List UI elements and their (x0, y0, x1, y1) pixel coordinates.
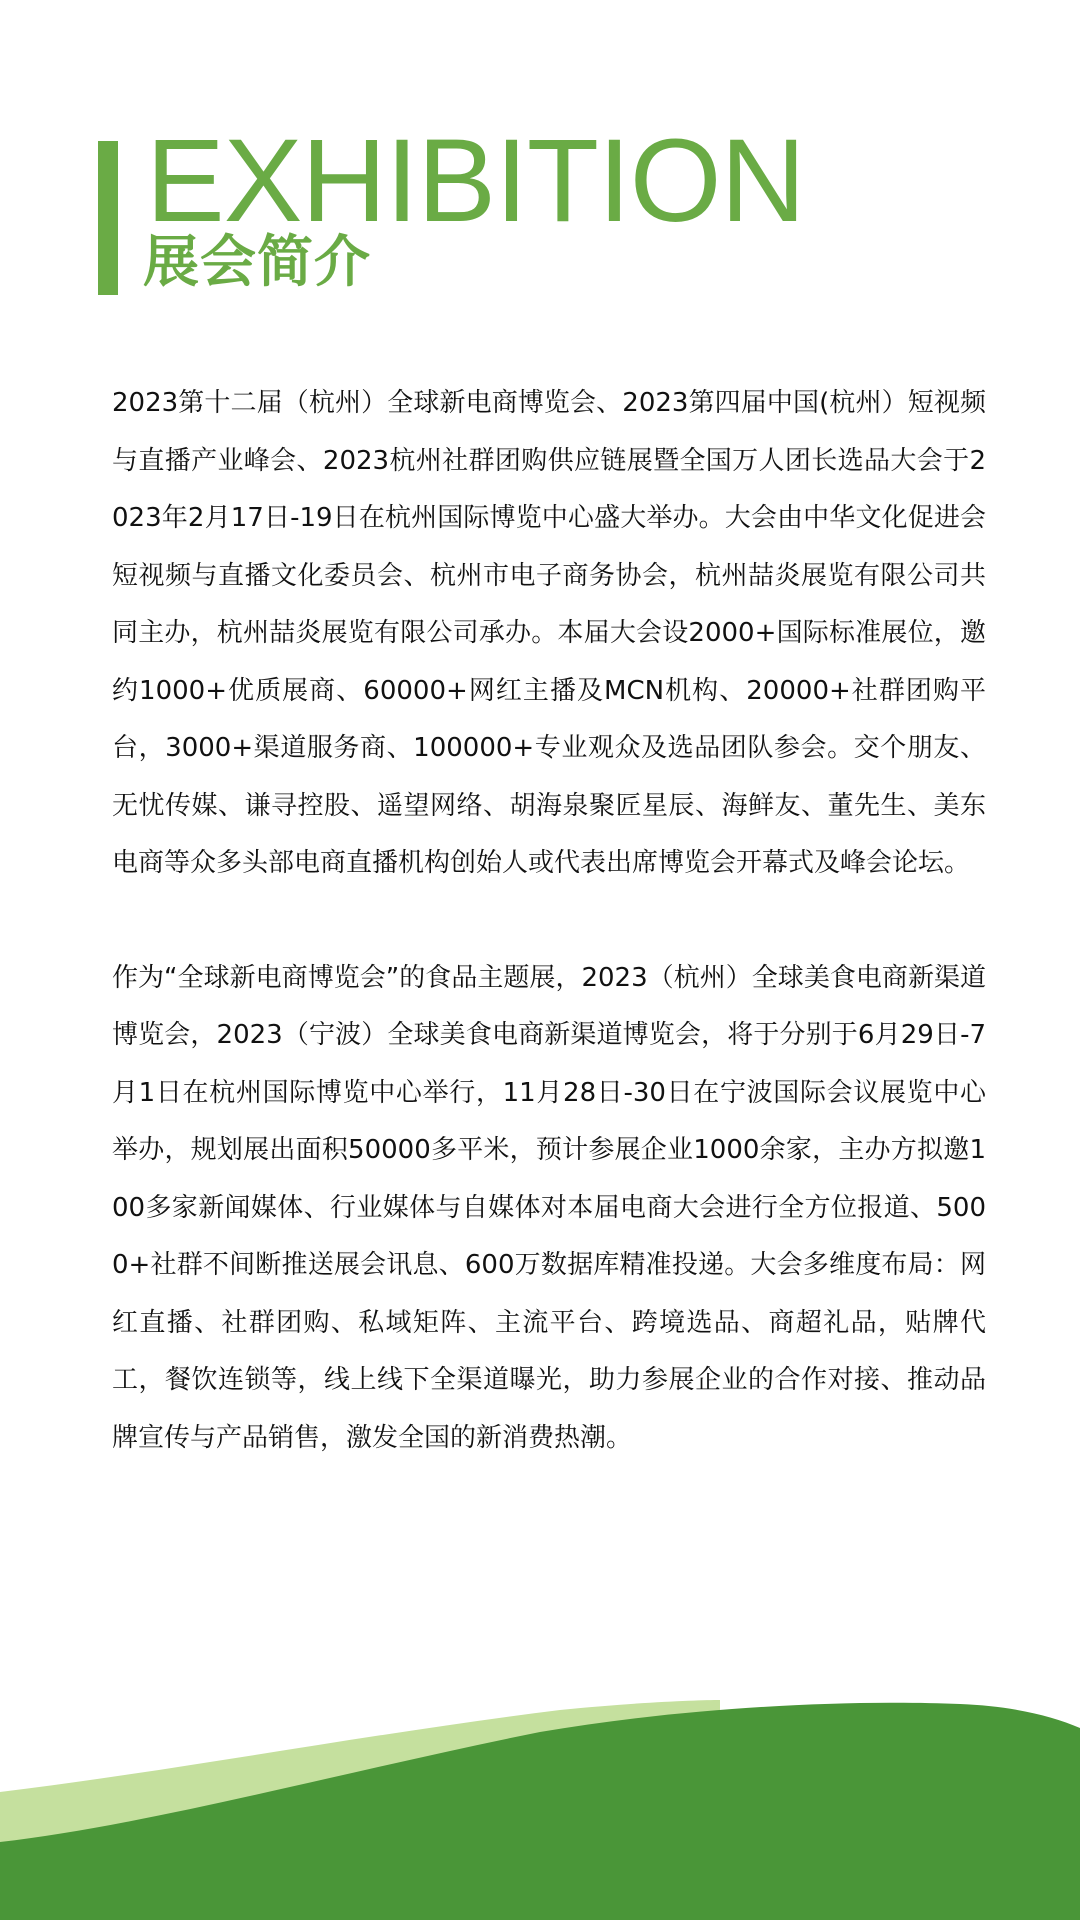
page-title-english: EXHIBITION (146, 115, 805, 247)
intro-text (112, 375, 986, 1467)
intro-paragraph-1: 2023第十二届（杭州）全球新电商博览会、2023第四届中国(杭州）短视频与直播产业峰会、2023杭州社群团购供应链展暨全国万人团长选品大会于2023年2月17日-19日在杭州国际博览中心盛大举办。大会由中华文化促进会短视频与直播文化委员会、杭州市电子商务协会，杭州喆炎展览有限公司共同主办，杭州喆炎展览有限公司承办。本届大会设2000+国际标准展位，邀约1000+优质展商、60000+网红主播及MCN机构、20000+社群团购平台，3000+渠道服务商、100000+专业观众及选品团队参会。交个朋友、无忧传媒、谦寻控股、遥望网络、胡海泉聚匠星辰、海鲜友、董先生、美东电商等众多头部电商直播机构创始人或代表出席博览会开幕式及峰会论坛。 (112, 388, 986, 878)
intro-paragraph-2: 作为“全球新电商博览会”的食品主题展，2023（杭州）全球美食电商新渠道博览会，2023（宁波）全球美食电商新渠道博览会，将于分别于6月29日-7月1日在杭州国际博览中心举行，11月28日-30日在宁波国际会议展览中心举办，规划展出面积50000多平米，预计参展企业1000余家，主办方拟邀100多家新闻媒体、行业媒体与自媒体对本届电商大会进行全方位报道、5000+社群不间断推送展会讯息、600万数据库精准投递。大会多维度布局：网红直播、社群团购、私域矩阵、主流平台、跨境选品、商超礼品，贴牌代工，餐饮连锁等，线上线下全渠道曝光，助力参展企业的合作对接、推动品牌宣传与产品销售，激发全国的新消费热潮。 (112, 962, 986, 1453)
page-title-chinese: 展会简介 (143, 230, 371, 295)
decorative-wave (0, 1660, 1080, 1920)
title-accent-bar (98, 141, 118, 295)
